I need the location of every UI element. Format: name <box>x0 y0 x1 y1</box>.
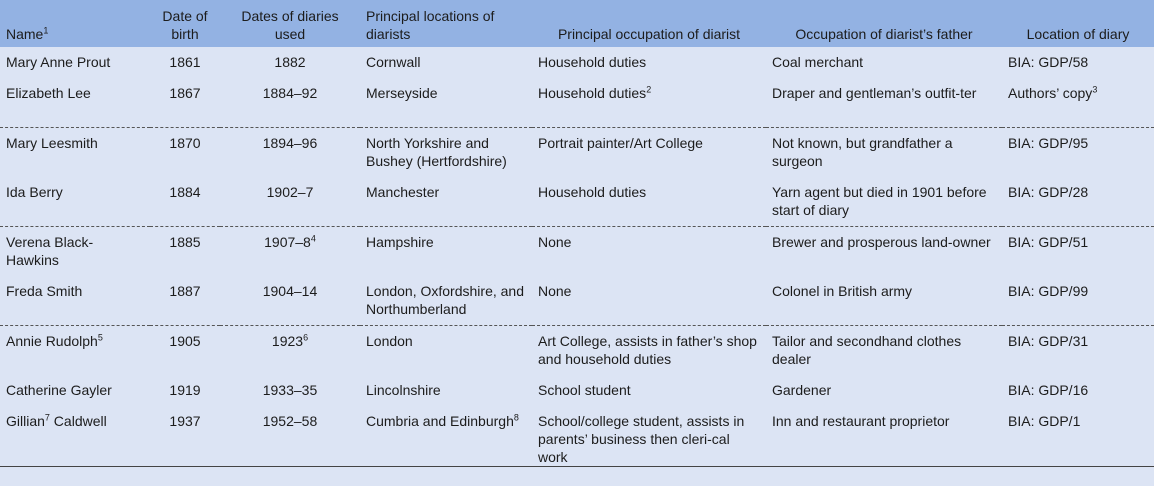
cell-principal-locations: Merseyside <box>366 85 438 101</box>
cell-location-of-diary: BIA: GDP/1 <box>1002 406 1154 467</box>
cell-principal-locations: Hampshire <box>360 227 532 277</box>
cell-location-of-diary: BIA: GDP/28 <box>1008 184 1089 200</box>
cell-father-occupation: Not known, but grandfather a surgeon <box>766 128 1002 178</box>
cell-name: Freda Smith <box>6 283 83 299</box>
cell-date-of-birth: 1887 <box>169 283 201 299</box>
cell-father-occupation: Yarn agent but died in 1901 before start of diary <box>772 184 987 218</box>
cell-principal-locations: London <box>360 326 532 376</box>
cell-dates-of-diaries: 1952–58 <box>220 406 360 467</box>
cell-father-occupation: Brewer and prosperous land-owner <box>766 227 1002 277</box>
cell-principal-locations: London, Oxfordshire, and Northumberland <box>366 283 524 317</box>
cell-date-of-birth: 1867 <box>169 85 201 101</box>
cell-date-of-birth: 1861 <box>169 54 201 70</box>
cell-principal-locations: Manchester <box>366 184 440 200</box>
cell-principal-locations: Cornwall <box>366 54 421 70</box>
cell-dates-of-diaries: 1933–35 <box>262 382 318 398</box>
cell-dates-of-diaries: 1923$^6$ <box>220 326 360 376</box>
cell-principal-occupation: Household duties$^2$ <box>538 84 652 101</box>
cell-location-of-diary: BIA: GDP/58 <box>1008 54 1089 70</box>
cell-location-of-diary: Authors’ copy$^3$ <box>1008 84 1098 101</box>
header-father-occupation: Occupation of diarist’s father <box>795 26 973 42</box>
header-row <box>0 0 1154 47</box>
cell-father-occupation: Colonel in British army <box>772 283 913 299</box>
cell-name: Verena Black-Hawkins <box>0 227 150 277</box>
table-row <box>0 326 1154 376</box>
cell-location-of-diary: BIA: GDP/51 <box>1002 227 1154 277</box>
cell-principal-occupation: Portrait painter/Art College <box>532 128 766 178</box>
cell-date-of-birth: 1884 <box>169 184 201 200</box>
cell-father-occupation: Coal merchant <box>772 54 864 70</box>
table-row <box>0 78 1154 128</box>
cell-name: Gillian$^7$ Caldwell <box>0 406 150 467</box>
header-dates-of-diaries: Dates of diaries used <box>241 8 339 42</box>
cell-principal-occupation: Household duties <box>538 54 647 70</box>
cell-principal-occupation: None <box>538 283 572 299</box>
cell-date-of-birth: 1885 <box>150 227 220 277</box>
header-name: Name$^1$ <box>6 25 49 42</box>
cell-principal-occupation: Household duties <box>538 184 647 200</box>
cell-principal-occupation: None <box>532 227 766 277</box>
cell-name: Elizabeth Lee <box>6 85 91 101</box>
cell-dates-of-diaries: 1902–7 <box>266 184 314 200</box>
cell-date-of-birth: 1937 <box>150 406 220 467</box>
cell-location-of-diary: BIA: GDP/16 <box>1008 382 1089 398</box>
table-row <box>0 177 1154 227</box>
cell-dates-of-diaries: 1884–92 <box>262 85 318 101</box>
cell-dates-of-diaries: 1882 <box>274 54 306 70</box>
cell-principal-locations: Cumbria and Edinburgh$^8$ <box>360 406 532 467</box>
table-row <box>0 375 1154 406</box>
cell-principal-occupation: School/college student, assists in parents’ business then cleri-cal work <box>532 406 766 467</box>
table-row <box>0 227 1154 277</box>
header-principal-occupation: Principal occupation of diarist <box>557 26 741 42</box>
cell-father-occupation: Gardener <box>772 382 832 398</box>
cell-date-of-birth: 1905 <box>150 326 220 376</box>
header-date-of-birth: Date of birth <box>162 8 208 42</box>
cell-father-occupation: Tailor and secondhand clothes dealer <box>766 326 1002 376</box>
header-principal-locations: Principal locations of diarists <box>366 8 495 42</box>
cell-dates-of-diaries: $1907-8^4$ <box>220 227 360 277</box>
cell-father-occupation: Draper and gentleman’s outfit-ter <box>772 85 977 101</box>
cell-location-of-diary: BIA: GDP/31 <box>1002 326 1154 376</box>
cell-name: Mary Leesmith <box>0 128 150 178</box>
cell-father-occupation: Inn and restaurant proprietor <box>766 406 1002 467</box>
cell-principal-locations: Lincolnshire <box>366 382 441 398</box>
cell-name: Catherine Gayler <box>6 382 112 398</box>
cell-dates-of-diaries: 1904–14 <box>262 283 318 299</box>
cell-principal-occupation: School student <box>538 382 631 398</box>
cell-location-of-diary: BIA: GDP/95 <box>1002 128 1154 178</box>
cell-name: Ida Berry <box>6 184 63 200</box>
cell-name: Annie Rudolph$^5$ <box>0 326 150 376</box>
cell-date-of-birth: 1919 <box>169 382 201 398</box>
table-row <box>0 128 1154 178</box>
table-row <box>0 276 1154 326</box>
cell-dates-of-diaries: 1894–96 <box>220 128 360 178</box>
header-location-of-diary: Location of diary <box>1026 26 1130 42</box>
table-row <box>0 406 1154 467</box>
cell-principal-occupation: Art College, assists in father’s shop and household duties <box>532 326 766 376</box>
cell-location-of-diary: BIA: GDP/99 <box>1008 283 1089 299</box>
cell-name: Mary Anne Prout <box>6 54 111 70</box>
cell-date-of-birth: 1870 <box>150 128 220 178</box>
cell-principal-locations: North Yorkshire and Bushey (Hertfordshire) <box>360 128 532 178</box>
table-row <box>0 47 1154 78</box>
